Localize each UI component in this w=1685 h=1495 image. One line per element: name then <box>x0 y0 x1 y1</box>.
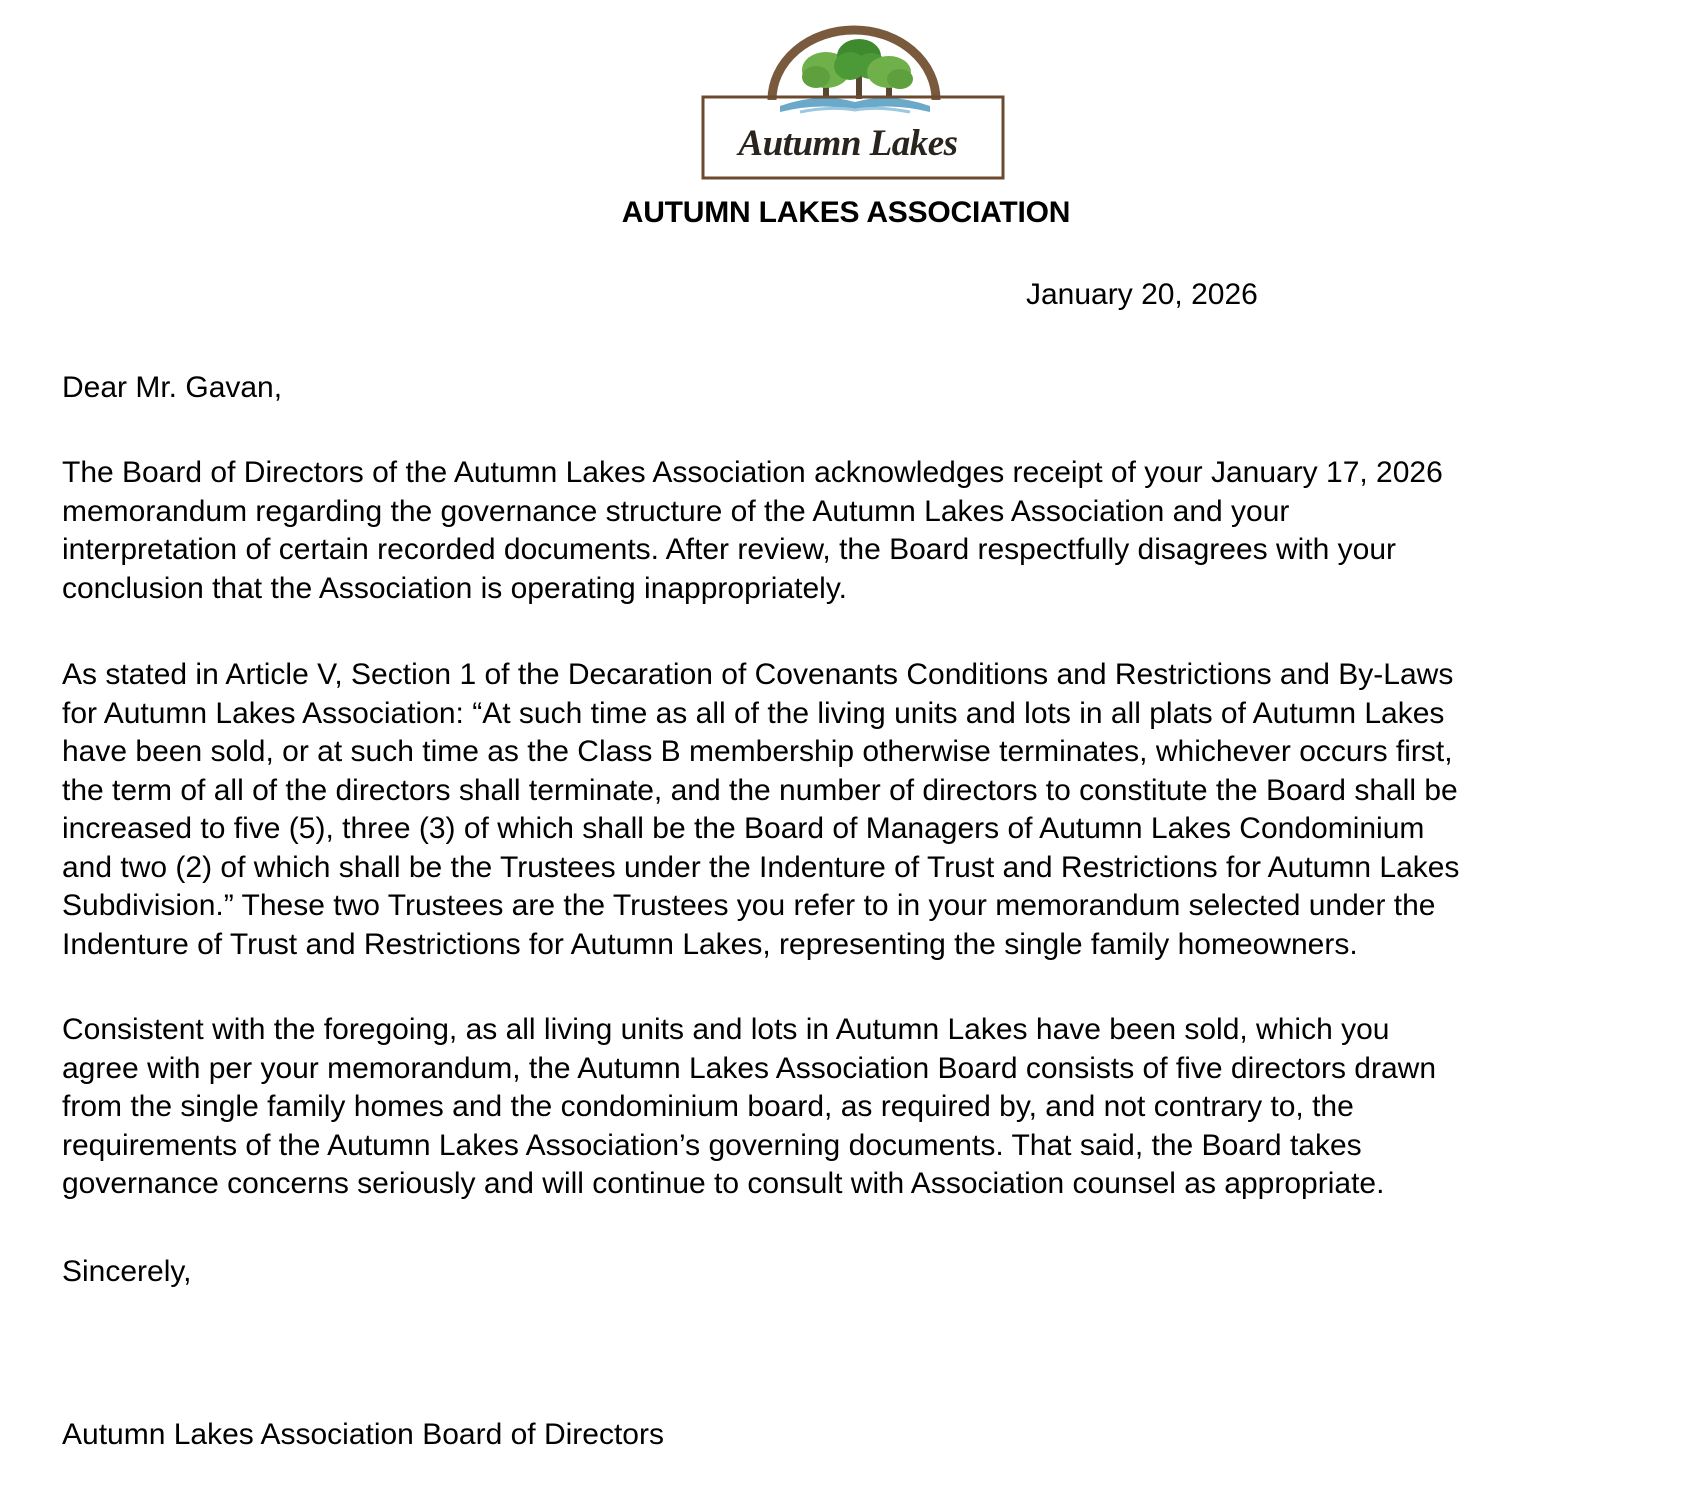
logo-wordmark: Autumn Lakes <box>738 123 958 164</box>
salutation: Dear Mr. Gavan, <box>62 371 283 404</box>
organization-heading: AUTUMN LAKES ASSOCIATION <box>621 196 1071 229</box>
paragraph-2: As stated in Article V, Section 1 of the Decaration of Covenants Conditions and Restrictions and By-Laws for Autumn Lakes Association: “At such time as all of the living units and lots in all plats of Autumn Lakes have been sold, or at such time as the Class B membership otherwise terminates, whichever occurs first, the term of all of the directors shall terminate, and the number of directors to constitute the Board shall be increased to five (5), three (3) of which shall be the Board of Managers of Autumn Lakes Condominium and two (2) of which shall be the Trustees under the Indenture of Trust and Restrictions for Autumn Lakes Subdivision.” These two Trustees are the Trustees you refer to in your memorandum selected under the Indenture of Trust and Restrictions for Autumn Lakes, representing the single family homeowners. <box>62 658 1460 961</box>
closing: Sincerely, <box>62 1255 192 1288</box>
tree-icon <box>802 39 913 99</box>
paragraph-1: The Board of Directors of the Autumn Lakes Association acknowledges receipt of your January 17, 2026 memorandum regarding the governance structure of the Autumn Lakes Association and your interpretation of certain recorded documents. After review, the Board respectfully disagrees with your conclusion that the Association is operating inappropriately. <box>62 456 1443 605</box>
letter-date: January 20, 2026 <box>1026 278 1258 311</box>
signature: Autumn Lakes Association Board of Directors <box>62 1418 664 1451</box>
paragraph-3: Consistent with the foregoing, as all living units and lots in Autumn Lakes have been sold, which you agree with per your memorandum, the Autumn Lakes Association Board consists of five directors drawn from the single family homes and the condominium board, as required by, and not contrary to, the requirements of the Autumn Lakes Association’s governing documents. That said, the Board takes governance concerns seriously and will continue to consult with Association counsel as appropriate. <box>62 1013 1437 1200</box>
